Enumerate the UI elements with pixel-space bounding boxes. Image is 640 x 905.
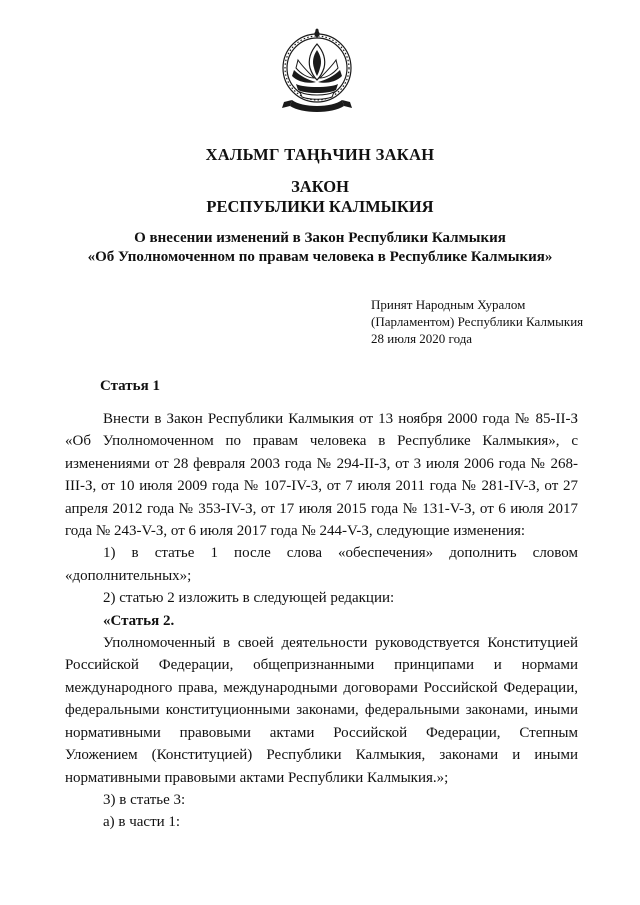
law-subject — [0, 229, 640, 267]
adoption-date: 28 июля 2020 года — [371, 331, 473, 346]
adoption-line-2: (Парламентом) Республики Калмыкия — [371, 314, 584, 329]
article-1-item-3a: а) в части 1: — [103, 814, 181, 831]
article-1-intro: Внести в Закон Республики Калмыкия от 13 ноября 2000 года № 85-II-З «Об Уполномоченном по правам человека в Республике Калмыкия», с изменениями от 28 февраля 2003 года № 294-II-З, от 3 июля 2006 года № 268-III-З, от 10 июля 2009 года № 107-IV-З, от 7 июля 2011 года № 281-IV-З, от 27 апреля 2012 года № 353-IV-З, от 17 июля 2015 года № 131-V-З, от 6 июля 2017 года № 243-V-З, от 6 июля 2017 года № 244-V-З, следующие изменения: — [65, 411, 578, 540]
article-1-item-1: 1) в статье 1 после слова «обеспечения» дополнить словом «дополнительных»; — [65, 545, 578, 584]
adoption-line-1: Принят Народным Хуралом — [371, 297, 526, 312]
kalmyk-law-title: ХАЛЬМГ ТАҢҺЧИН ЗАКАН — [205, 145, 435, 164]
kalmykia-coat-of-arms-icon — [274, 26, 360, 118]
article-1-item-2: 2) статью 2 изложить в следующей редакции: — [103, 590, 395, 607]
law-subject-line-1: О внесении изменений в Закон Республики Калмыкия — [134, 230, 506, 246]
law-subject-line-2: «Об Уполномоченном по правам человека в Республике Калмыкия» — [87, 249, 553, 265]
quoted-article-2-heading: «Статья 2. — [103, 612, 175, 629]
law-title-line-2: РЕСПУБЛИКИ КАЛМЫКИЯ — [206, 197, 434, 216]
article-1-body — [65, 408, 578, 834]
law-title-line-1: ЗАКОН — [291, 177, 349, 196]
law-title — [0, 177, 640, 217]
quoted-article-2-body: Уполномоченный в своей деятельности руководствуется Конституцией Российской Федерации, общепризнанными принципами и нормами международного права, международными договорами Российской Федерации, федеральными конституционными законами, федеральными законами, иными нормативными правовыми актами Российской Федерации, Степным Уложением (Конституцией) Республики Калмыкия, законами и иными нормативными правовыми актами Республики Калмыкия.»; — [65, 635, 578, 786]
coat-of-arms — [274, 26, 360, 118]
article-1-item-3: 3) в статье 3: — [103, 791, 186, 808]
adoption-note — [371, 296, 601, 347]
article-1-heading: Статья 1 — [100, 378, 160, 394]
